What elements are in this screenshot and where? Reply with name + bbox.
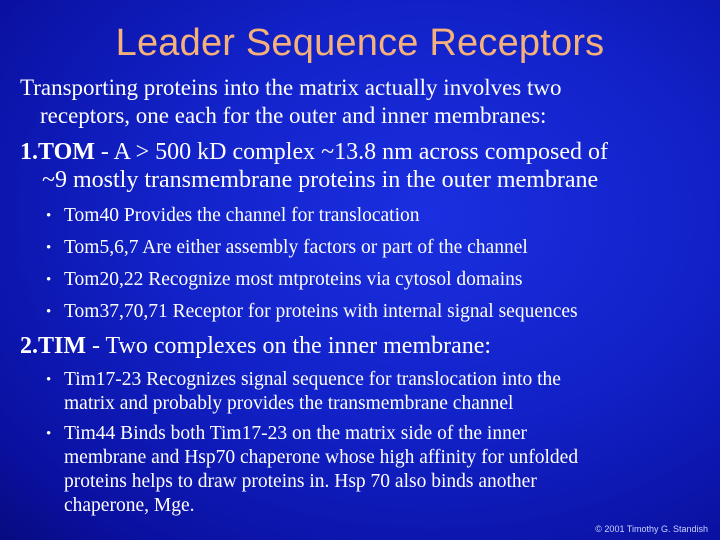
item-text-line-1: - Two complexes on the inner membrane: <box>86 333 492 359</box>
bullet-icon: • <box>46 208 52 224</box>
numbered-item-tim <box>20 332 720 360</box>
item-heading-tom: TOM <box>38 139 95 165</box>
list-item-line-3: proteins helps to draw proteins in. Hsp 70 also binds another <box>64 471 537 492</box>
list-item-text: Tom37,70,71 Receptor for proteins with internal signal sequences <box>64 301 578 322</box>
list-item-line-1: Tim17-23 Recognizes signal sequence for translocation into the <box>64 369 561 390</box>
copyright-notice: © 2001 Timothy G. Standish <box>595 524 708 534</box>
list-item-text: Tom5,6,7 Are either assembly factors or part of the channel <box>64 237 528 258</box>
list-item-line-4: chaperone, Mge. <box>64 495 195 516</box>
item-number: 1. <box>20 139 38 165</box>
list-item-text: Tom40 Provides the channel for translocation <box>64 205 420 226</box>
intro-paragraph <box>20 74 710 130</box>
slide-title: Leader Sequence Receptors <box>115 22 605 64</box>
list-item-line-2: matrix and probably provides the transmembrane channel <box>64 393 514 414</box>
list-item <box>46 368 706 416</box>
list-item <box>46 300 706 324</box>
intro-line-1: Transporting proteins into the matrix actually involves two <box>20 75 562 100</box>
bullet-icon: • <box>46 372 52 388</box>
item-number: 2. <box>20 333 38 359</box>
bullet-icon: • <box>46 240 52 256</box>
list-item <box>46 204 706 228</box>
list-item-text: Tom20,22 Recognize most mtproteins via cytosol domains <box>64 269 523 290</box>
bullet-icon: • <box>46 426 52 442</box>
list-item-line-1: Tim44 Binds both Tim17-23 on the matrix side of the inner <box>64 423 527 444</box>
item-heading-tim: TIM <box>38 333 86 359</box>
list-item <box>46 268 706 292</box>
numbered-item-tom <box>20 138 720 194</box>
tim-bullet-list <box>46 368 706 518</box>
list-item <box>46 236 706 260</box>
list-item-line-2: membrane and Hsp70 chaperone whose high affinity for unfolded <box>64 447 579 468</box>
item-text-line-2: ~9 mostly transmembrane proteins in the outer membrane <box>42 167 599 193</box>
bullet-icon: • <box>46 304 52 320</box>
tom-bullet-list <box>46 204 706 324</box>
intro-line-2: receptors, one each for the outer and inner membranes: <box>40 103 547 128</box>
item-text-line-1: - A > 500 kD complex ~13.8 nm across composed of <box>94 139 609 165</box>
list-item <box>46 422 706 518</box>
bullet-icon: • <box>46 272 52 288</box>
